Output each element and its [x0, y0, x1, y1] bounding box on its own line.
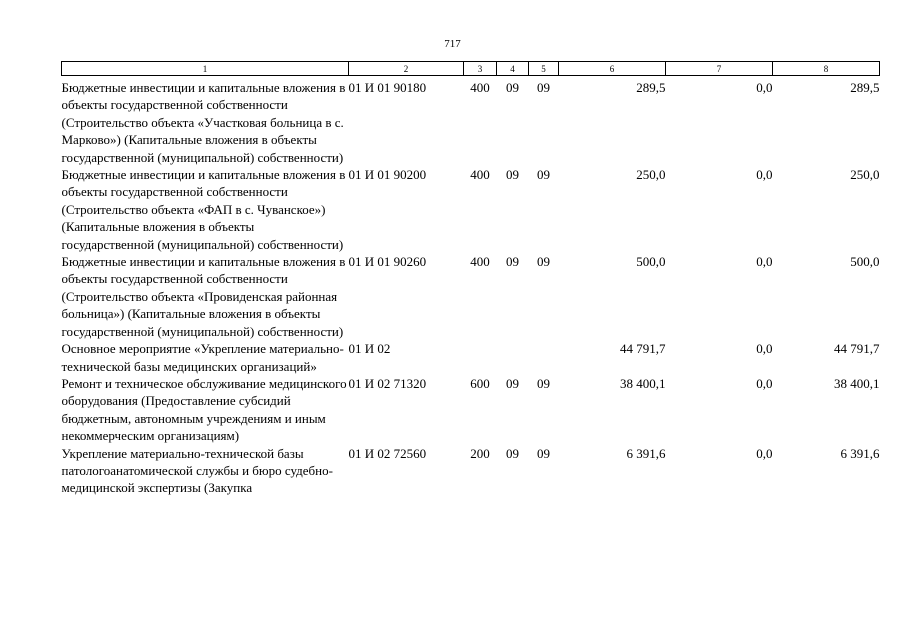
row-subsection: 09 [537, 167, 550, 183]
row-section: 09 [506, 445, 519, 461]
row-expense-type [464, 340, 497, 375]
row-amount-col8: 289,5 [850, 80, 880, 95]
column-number-header-row [62, 62, 880, 76]
table-row [62, 340, 880, 375]
row-amount-col7: 0,0 [756, 254, 773, 270]
table-row [62, 375, 880, 445]
row-name: Бюджетные инвестиции и капитальные вложения в объекты государственной собственности (Строительство объекта «Участковая больница в с. Марково») (Капитальные вложения в объекты государственной (муниципальной) собственности) [61, 80, 346, 165]
column-header-7: 7 [666, 62, 773, 76]
column-header-1: 1 [62, 62, 349, 76]
budget-table [61, 61, 880, 497]
row-amount-col8: 6 391,6 [840, 445, 880, 461]
row-expense-type: 600 [470, 375, 490, 391]
row-amount-col6: 44 791,7 [620, 341, 666, 357]
column-header-2: 2 [349, 62, 464, 76]
row-section [497, 340, 529, 375]
row-target-code: 01 И 02 [348, 341, 391, 357]
row-target-code: 01 И 02 72560 [348, 445, 427, 461]
row-section: 09 [506, 375, 519, 391]
row-amount-col8: 44 791,7 [834, 341, 880, 357]
row-name: Ремонт и техническое обслуживание медицинского оборудования (Предоставление субсидий бюджетным, автономным учреждениям и иным некоммерческим организациям) [61, 375, 347, 444]
row-amount-col6: 250,0 [636, 167, 666, 183]
table-row [62, 445, 880, 497]
row-expense-type: 400 [470, 254, 490, 270]
row-target-code: 01 И 01 90180 [348, 80, 427, 95]
row-amount-col7: 0,0 [756, 80, 773, 95]
row-amount-col7: 0,0 [756, 167, 773, 183]
row-name: Основное мероприятие «Укрепление материально-технической базы медицинских организаций» [61, 341, 344, 374]
column-header-8: 8 [773, 62, 880, 76]
row-subsection: 09 [537, 254, 550, 270]
row-subsection: 09 [537, 80, 550, 95]
column-header-4: 4 [497, 62, 529, 76]
row-amount-col7: 0,0 [756, 445, 773, 461]
table-row [62, 76, 880, 167]
row-amount-col7: 0,0 [756, 375, 773, 391]
column-header-6: 6 [559, 62, 666, 76]
row-expense-type: 400 [470, 80, 490, 95]
row-amount-col6: 289,5 [636, 80, 666, 95]
table-row [62, 253, 880, 340]
row-section: 09 [506, 167, 519, 183]
row-name: Бюджетные инвестиции и капитальные вложения в объекты государственной собственности (Строительство объекта «Провиденская районная больница») (Капитальные вложения в объекты государственной (муниципальной) собственности) [61, 254, 346, 339]
row-amount-col6: 6 391,6 [626, 445, 666, 461]
table-row [62, 166, 880, 253]
row-amount-col8: 250,0 [850, 167, 880, 183]
column-header-3: 3 [464, 62, 497, 76]
row-amount-col8: 500,0 [850, 254, 880, 270]
row-amount-col6: 38 400,1 [620, 375, 666, 391]
row-expense-type: 400 [470, 167, 490, 183]
row-subsection: 09 [537, 375, 550, 391]
row-name: Бюджетные инвестиции и капитальные вложения в объекты государственной собственности (Строительство объекта «ФАП в с. Чуванское») (Капитальные вложения в объекты государственной (муниципальной) собственности) [61, 167, 346, 252]
row-section: 09 [506, 254, 519, 270]
row-expense-type: 200 [470, 445, 490, 461]
row-amount-col7: 0,0 [756, 341, 773, 357]
row-subsection [529, 340, 559, 375]
column-header-5: 5 [529, 62, 559, 76]
row-target-code: 01 И 02 71320 [348, 375, 427, 391]
page-number: 717 [444, 38, 461, 50]
row-section: 09 [506, 80, 519, 95]
row-amount-col8: 38 400,1 [834, 375, 880, 391]
row-amount-col6: 500,0 [636, 254, 666, 270]
row-subsection: 09 [537, 445, 550, 461]
row-target-code: 01 И 01 90260 [348, 254, 427, 270]
row-name: Укрепление материально-технической базы патологоанатомической службы и бюро судебно-медицинской экспертизы (Закупка [61, 445, 333, 496]
row-target-code: 01 И 01 90200 [348, 167, 427, 183]
